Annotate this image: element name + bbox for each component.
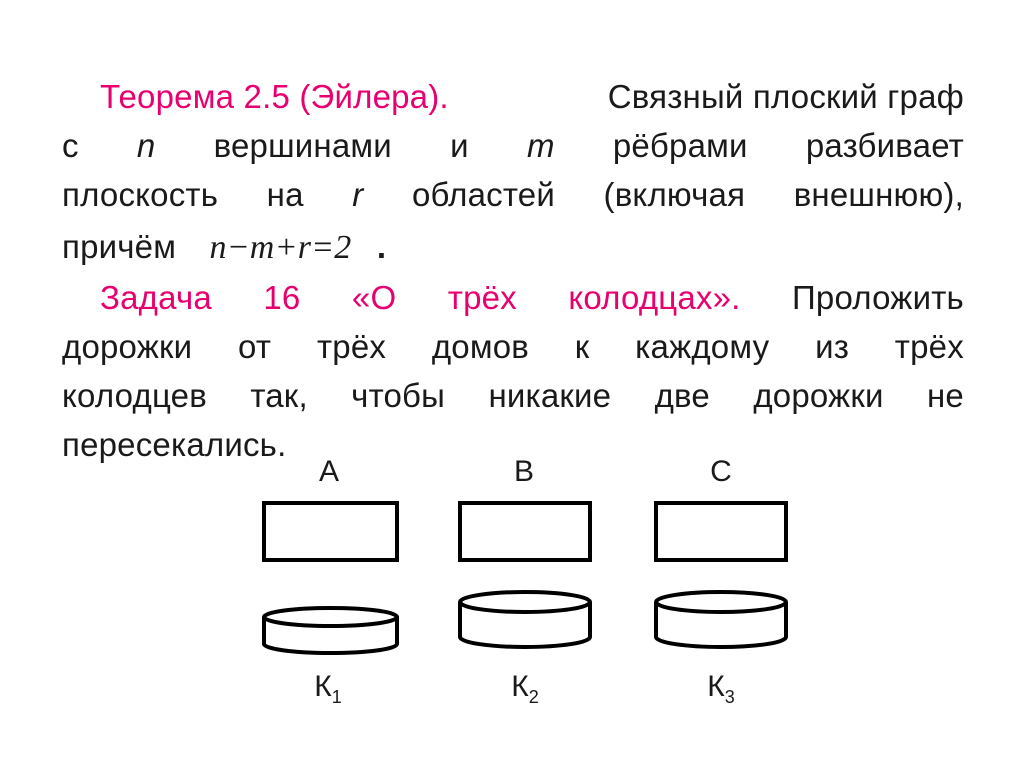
word: из (815, 328, 850, 365)
well-label-k1 (298, 670, 358, 708)
euler-formula: n−m+r=2 (209, 229, 352, 266)
well-label-k2 (495, 670, 555, 708)
variable-n: n (136, 127, 156, 164)
word: к (574, 328, 590, 365)
word: две (654, 377, 710, 414)
word: (включая (603, 176, 746, 213)
theorem-line-1-text: Связный плоский граф (607, 78, 964, 115)
well-2 (460, 592, 590, 647)
theorem-heading: Теорема 2.5 (Эйлера). (100, 78, 449, 115)
variable-r: r (352, 176, 364, 213)
word: с (62, 127, 79, 164)
well-label-base: К (707, 670, 725, 703)
word: каждому (635, 328, 770, 365)
well-label-base: К (511, 670, 529, 703)
house-b (460, 503, 590, 560)
word: так, (250, 377, 308, 414)
word: пересекались. (62, 426, 287, 463)
word: вершинами (213, 127, 392, 164)
word: плоскость (62, 176, 219, 213)
task-heading-word: «О (351, 279, 397, 316)
well-label-subscript: 2 (528, 687, 539, 707)
task-heading-word: 16 (263, 279, 301, 316)
word: чтобы (351, 377, 446, 414)
house-a (264, 503, 397, 560)
word: никакие (488, 377, 612, 414)
house-label-c: C (710, 455, 732, 488)
word: на (266, 176, 304, 213)
word: разбивает (805, 127, 964, 164)
well-1 (264, 608, 397, 653)
word: областей (411, 176, 555, 213)
well-label-subscript: 3 (724, 687, 735, 707)
word: от (238, 328, 272, 365)
well-label-k3 (691, 670, 751, 708)
word: трёх (316, 328, 387, 365)
word: домов (431, 328, 530, 365)
word: и (450, 127, 469, 164)
variable-m: m (526, 127, 555, 164)
word: рёбрами (612, 127, 748, 164)
well-3 (656, 592, 786, 647)
word: не (926, 377, 964, 414)
word: дорожки (753, 377, 884, 414)
word: колодцев (62, 377, 207, 414)
word: причём (62, 228, 177, 265)
word: дорожки (62, 328, 193, 365)
task-heading-word: Задача (100, 279, 212, 316)
period: . (376, 228, 387, 265)
well-label-base: К (314, 670, 332, 703)
well-label-subscript: 1 (331, 687, 342, 707)
house-c (656, 503, 786, 560)
house-label-b: B (513, 455, 534, 488)
word: Проложить (792, 279, 964, 316)
word: внешнюю), (793, 176, 964, 213)
task-heading-word: колодцах». (568, 279, 741, 316)
task-heading-word: трёх (447, 279, 517, 316)
word: трёх (894, 328, 964, 365)
house-label-a: A (318, 455, 339, 488)
